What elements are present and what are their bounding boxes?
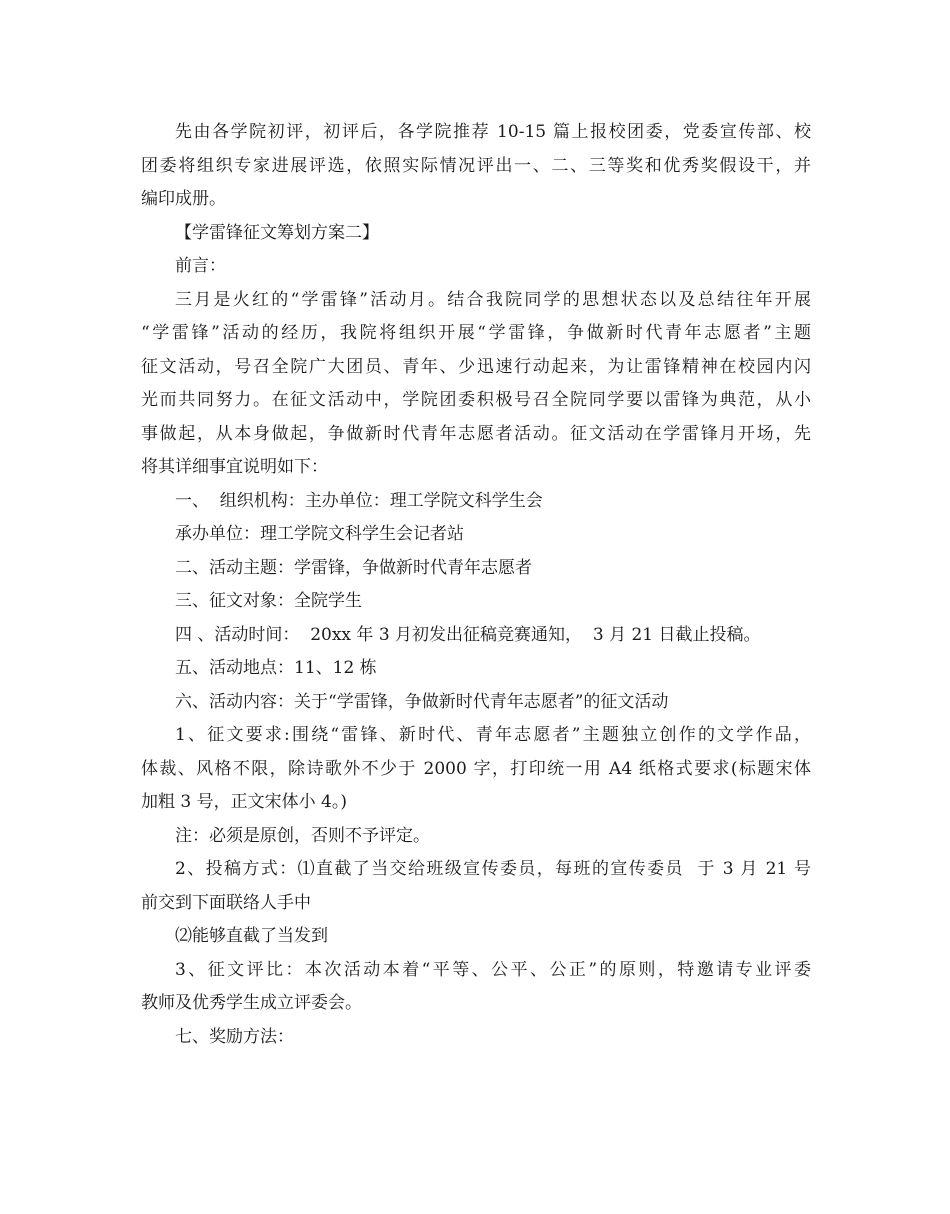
text-line: 2、投稿方式：⑴直截了当交给班级宣传委员，每班的宣传委员 于 3 月 21 号 bbox=[175, 859, 811, 879]
paragraph-submission-alt bbox=[141, 920, 811, 954]
text-line: 四 、活动时间： 20xx 年 3 月初发出征稿竞赛通知， 3 月 21 日截止投稿。 bbox=[175, 624, 761, 645]
text-line: 编印成册。 bbox=[141, 189, 226, 209]
paragraph-location bbox=[141, 652, 811, 686]
text-line: 教师及优秀学生成立评委会。 bbox=[141, 993, 362, 1013]
paragraph-requirements bbox=[141, 719, 811, 820]
paragraph-time bbox=[141, 619, 811, 653]
text-line: 六、活动内容：关于“学雷锋，争做新时代青年志愿者”的征文活动 bbox=[175, 691, 669, 712]
text-line: 三月是火红的“学雷锋”活动月。结合我院同学的思想状态以及总结往年开展 bbox=[175, 289, 811, 310]
paragraph-co-organizer bbox=[141, 518, 811, 552]
paragraph-note bbox=[141, 820, 811, 854]
text-line: 承办单位：理工学院文科学生会记者站 bbox=[175, 524, 464, 544]
paragraph-audience bbox=[141, 585, 811, 619]
text-line: ⑵能够直截了当发到 bbox=[175, 926, 328, 946]
text-line: 一、 组织机构：主办单位：理工学院文科学生会 bbox=[175, 490, 543, 511]
section-heading-plan-two bbox=[141, 217, 811, 251]
text-line: 征文活动，号召全院广大团员、青年、少迅速行动起来，为让雷锋精神在校园内闪 bbox=[141, 356, 811, 377]
paragraph-submission bbox=[141, 853, 811, 920]
text-line: 先由各学院初评，初评后，各学院推荐 10-15 篇上报校团委，党委宣传部、校 bbox=[175, 122, 811, 142]
text-line: 五、活动地点：11、12 栋 bbox=[175, 658, 377, 678]
text-line: 前言： bbox=[175, 256, 226, 276]
text-line: 3、征文评比：本次活动本着“平等、公平、公正”的原则，特邀请专业评委 bbox=[175, 959, 811, 980]
paragraph-content bbox=[141, 686, 811, 720]
text-line: 前交到下面联络人手中 bbox=[141, 892, 311, 913]
text-line: 事做起，从本身做起，争做新时代青年志愿者活动。征文活动在学雷锋月开场，先 bbox=[141, 423, 811, 444]
paragraph-judging bbox=[141, 954, 811, 1021]
text-line: 注：必须是原创，否则不予评定。 bbox=[175, 825, 430, 846]
paragraph-preliminary-review bbox=[141, 116, 811, 217]
paragraph-preface-label bbox=[141, 250, 811, 284]
text-line: 七、奖励方法： bbox=[175, 1026, 294, 1047]
text-line: 加粗 3 号，正文宋体小 4。) bbox=[141, 792, 347, 812]
paragraph-preface bbox=[141, 284, 811, 485]
text-line: 将其详细事宜说明如下： bbox=[141, 457, 328, 477]
text-line: 二、活动主题：学雷锋，争做新时代青年志愿者 bbox=[175, 557, 532, 578]
text-line: 【学雷锋征文筹划方案二】 bbox=[175, 222, 379, 243]
text-line: 体裁、风格不限，除诗歌外不少于 2000 字，打印统一用 A4 纸格式要求(标题宋体 bbox=[141, 758, 811, 779]
text-line: “学雷锋”活动的经历，我院将组织开展“学雷锋，争做新时代青年志愿者”主题 bbox=[141, 323, 811, 343]
paragraph-organizer bbox=[141, 485, 811, 519]
paragraph-rewards bbox=[141, 1021, 811, 1055]
text-line: 1、征文要求:围绕“雷锋、新时代、青年志愿者”主题独立创作的文学作品， bbox=[175, 725, 811, 745]
text-line: 团委将组织专家进展评选，依照实际情况评出一、二、三等奖和优秀奖假设干，并 bbox=[141, 155, 811, 176]
document-body bbox=[141, 116, 811, 1054]
paragraph-theme bbox=[141, 552, 811, 586]
text-line: 光而共同努力。在征文活动中，学院团委积极号召全院同学要以雷锋为典范，从小 bbox=[141, 390, 811, 410]
text-line: 三、征文对象：全院学生 bbox=[175, 591, 362, 611]
